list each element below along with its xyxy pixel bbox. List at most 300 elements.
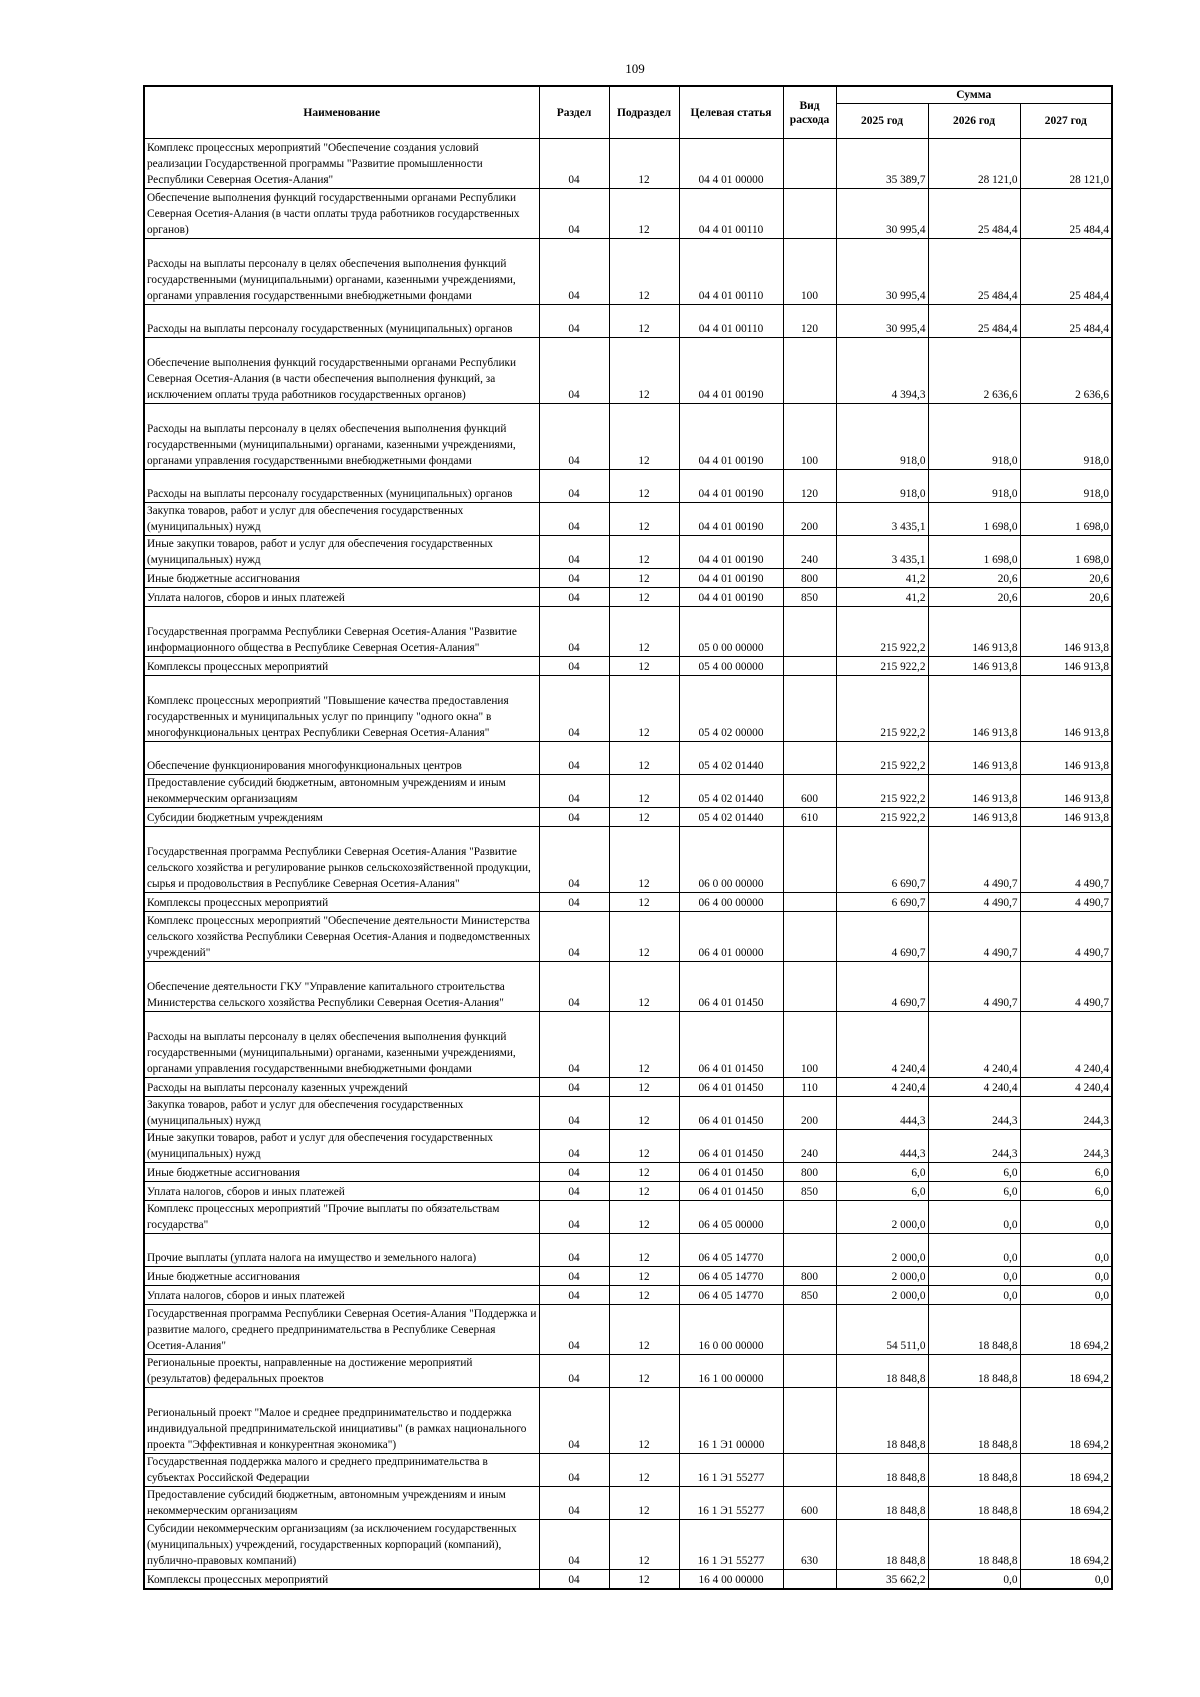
- row-celevaya-statya: 04 4 01 00110: [679, 189, 783, 239]
- row-celevaya-statya: 06 0 00 00000: [679, 827, 783, 893]
- row-sum-2027: 2 636,6: [1020, 338, 1112, 404]
- row-name: Расходы на выплаты персоналу государственных (муниципальных) органов: [144, 470, 539, 503]
- row-razdel: 04: [539, 1130, 609, 1163]
- row-celevaya-statya: 06 4 01 01450: [679, 1097, 783, 1130]
- row-sum-2027: 20,6: [1020, 588, 1112, 607]
- row-podrazdel: 12: [609, 404, 679, 470]
- row-vid-rashoda: 800: [783, 1163, 836, 1182]
- row-celevaya-statya: 04 4 01 00190: [679, 470, 783, 503]
- row-sum-2025: 18 848,8: [836, 1487, 928, 1520]
- row-name: Закупка товаров, работ и услуг для обеспечения государственных (муниципальных) нужд: [144, 1097, 539, 1130]
- row-vid-rashoda: 850: [783, 1286, 836, 1305]
- row-name: Государственная поддержка малого и среднего предпринимательства в субъектах Российской Федерации: [144, 1454, 539, 1487]
- row-name: Иные закупки товаров, работ и услуг для обеспечения государственных (муниципальных) нужд: [144, 1130, 539, 1163]
- row-sum-2027: 4 490,7: [1020, 893, 1112, 912]
- row-razdel: 04: [539, 607, 609, 657]
- row-sum-2027: 18 694,2: [1020, 1305, 1112, 1355]
- row-name: Расходы на выплаты персоналу в целях обеспечения выполнения функций государственными (муниципальными) органами, казенными учреждениями, органами управления государственными внебюджетными фондами: [144, 404, 539, 470]
- table-row: [144, 893, 1112, 912]
- row-podrazdel: 12: [609, 1355, 679, 1388]
- row-name: Комплексы процессных мероприятий: [144, 1570, 539, 1589]
- row-sum-2026: 6,0: [928, 1163, 1020, 1182]
- row-vid-rashoda: 100: [783, 1012, 836, 1078]
- row-celevaya-statya: 06 4 05 14770: [679, 1234, 783, 1267]
- header-podrazdel: Подраздел: [609, 86, 679, 139]
- row-sum-2027: 6,0: [1020, 1163, 1112, 1182]
- table-row: [144, 470, 1112, 503]
- row-vid-rashoda: [783, 657, 836, 676]
- table-row: [144, 808, 1112, 827]
- row-sum-2026: 18 848,8: [928, 1355, 1020, 1388]
- row-sum-2025: 444,3: [836, 1130, 928, 1163]
- row-sum-2026: 25 484,4: [928, 239, 1020, 305]
- row-razdel: 04: [539, 808, 609, 827]
- row-celevaya-statya: 04 4 01 00000: [679, 139, 783, 189]
- row-sum-2025: 215 922,2: [836, 607, 928, 657]
- row-vid-rashoda: [783, 1570, 836, 1589]
- row-sum-2027: 0,0: [1020, 1267, 1112, 1286]
- row-name: Расходы на выплаты персоналу в целях обеспечения выполнения функций государственными (муниципальными) органами, казенными учреждениями, органами управления государственными внебюджетными фондами: [144, 1012, 539, 1078]
- row-razdel: 04: [539, 189, 609, 239]
- table-row: [144, 569, 1112, 588]
- row-sum-2027: 4 490,7: [1020, 827, 1112, 893]
- table-row: [144, 1078, 1112, 1097]
- row-celevaya-statya: 06 4 01 01450: [679, 962, 783, 1012]
- row-vid-rashoda: 800: [783, 569, 836, 588]
- row-sum-2027: 146 913,8: [1020, 742, 1112, 775]
- table-row: [144, 657, 1112, 676]
- row-sum-2025: 41,2: [836, 588, 928, 607]
- row-celevaya-statya: 06 4 01 01450: [679, 1130, 783, 1163]
- row-vid-rashoda: 610: [783, 808, 836, 827]
- row-celevaya-statya: 16 1 Э1 55277: [679, 1520, 783, 1570]
- row-celevaya-statya: 05 0 00 00000: [679, 607, 783, 657]
- table-row: [144, 1355, 1112, 1388]
- row-sum-2025: 215 922,2: [836, 775, 928, 808]
- row-podrazdel: 12: [609, 1570, 679, 1589]
- row-podrazdel: 12: [609, 470, 679, 503]
- row-sum-2026: 20,6: [928, 569, 1020, 588]
- row-razdel: 04: [539, 1078, 609, 1097]
- row-name: Иные закупки товаров, работ и услуг для обеспечения государственных (муниципальных) нужд: [144, 536, 539, 569]
- row-sum-2025: 4 240,4: [836, 1078, 928, 1097]
- row-razdel: 04: [539, 1097, 609, 1130]
- row-celevaya-statya: 06 4 00 00000: [679, 893, 783, 912]
- row-podrazdel: 12: [609, 1130, 679, 1163]
- row-name: Уплата налогов, сборов и иных платежей: [144, 1182, 539, 1201]
- row-sum-2027: 18 694,2: [1020, 1487, 1112, 1520]
- table-row: [144, 827, 1112, 893]
- row-sum-2025: 4 690,7: [836, 962, 928, 1012]
- table-row: [144, 404, 1112, 470]
- row-sum-2025: 30 995,4: [836, 305, 928, 338]
- row-sum-2027: 146 913,8: [1020, 657, 1112, 676]
- row-podrazdel: 12: [609, 1234, 679, 1267]
- row-sum-2025: 30 995,4: [836, 189, 928, 239]
- row-vid-rashoda: [783, 827, 836, 893]
- table-row: [144, 1201, 1112, 1234]
- row-celevaya-statya: 05 4 02 01440: [679, 775, 783, 808]
- row-sum-2027: 20,6: [1020, 569, 1112, 588]
- row-sum-2027: 146 913,8: [1020, 607, 1112, 657]
- row-sum-2026: 146 913,8: [928, 775, 1020, 808]
- row-sum-2025: 18 848,8: [836, 1520, 928, 1570]
- row-sum-2026: 18 848,8: [928, 1487, 1020, 1520]
- row-sum-2026: 146 913,8: [928, 808, 1020, 827]
- header-summa: Сумма: [836, 86, 1112, 104]
- table-row: [144, 305, 1112, 338]
- row-vid-rashoda: 240: [783, 1130, 836, 1163]
- row-vid-rashoda: 100: [783, 239, 836, 305]
- row-vid-rashoda: 630: [783, 1520, 836, 1570]
- row-name: Расходы на выплаты персоналу государственных (муниципальных) органов: [144, 305, 539, 338]
- row-sum-2026: 244,3: [928, 1097, 1020, 1130]
- row-sum-2025: 41,2: [836, 569, 928, 588]
- row-sum-2026: 4 490,7: [928, 893, 1020, 912]
- row-razdel: 04: [539, 1454, 609, 1487]
- row-podrazdel: 12: [609, 775, 679, 808]
- table-row: [144, 1097, 1112, 1130]
- row-podrazdel: 12: [609, 1520, 679, 1570]
- row-sum-2026: 18 848,8: [928, 1454, 1020, 1487]
- budget-table: [143, 85, 1113, 1590]
- row-razdel: 04: [539, 305, 609, 338]
- row-vid-rashoda: 800: [783, 1267, 836, 1286]
- row-vid-rashoda: [783, 1355, 836, 1388]
- row-celevaya-statya: 06 4 01 01450: [679, 1012, 783, 1078]
- row-vid-rashoda: [783, 1234, 836, 1267]
- table-row: [144, 139, 1112, 189]
- table-row: [144, 338, 1112, 404]
- row-razdel: 04: [539, 1520, 609, 1570]
- row-vid-rashoda: [783, 676, 836, 742]
- row-sum-2027: 4 490,7: [1020, 912, 1112, 962]
- row-name: Предоставление субсидий бюджетным, автономным учреждениям и иным некоммерческим организациям: [144, 775, 539, 808]
- row-sum-2025: 54 511,0: [836, 1305, 928, 1355]
- row-celevaya-statya: 06 4 01 01450: [679, 1163, 783, 1182]
- row-podrazdel: 12: [609, 1487, 679, 1520]
- row-podrazdel: 12: [609, 503, 679, 536]
- row-sum-2027: 146 913,8: [1020, 775, 1112, 808]
- header-name: Наименование: [144, 86, 539, 139]
- row-razdel: 04: [539, 1012, 609, 1078]
- row-sum-2025: 2 000,0: [836, 1286, 928, 1305]
- row-sum-2027: 4 490,7: [1020, 962, 1112, 1012]
- table-row: [144, 239, 1112, 305]
- row-razdel: 04: [539, 676, 609, 742]
- row-podrazdel: 12: [609, 1305, 679, 1355]
- row-vid-rashoda: 120: [783, 470, 836, 503]
- row-sum-2026: 0,0: [928, 1201, 1020, 1234]
- row-celevaya-statya: 06 4 01 01450: [679, 1078, 783, 1097]
- row-sum-2027: 0,0: [1020, 1234, 1112, 1267]
- row-name: Комплексы процессных мероприятий: [144, 657, 539, 676]
- row-celevaya-statya: 04 4 01 00190: [679, 338, 783, 404]
- row-sum-2025: 3 435,1: [836, 503, 928, 536]
- row-podrazdel: 12: [609, 742, 679, 775]
- row-sum-2026: 6,0: [928, 1182, 1020, 1201]
- row-podrazdel: 12: [609, 1012, 679, 1078]
- row-vid-rashoda: 200: [783, 1097, 836, 1130]
- row-name: Расходы на выплаты персоналу казенных учреждений: [144, 1078, 539, 1097]
- row-razdel: 04: [539, 470, 609, 503]
- row-name: Региональные проекты, направленные на достижение мероприятий (результатов) федеральных проектов: [144, 1355, 539, 1388]
- row-sum-2026: 0,0: [928, 1267, 1020, 1286]
- row-name: Комплекс процессных мероприятий "Повышение качества предоставления государственных и муниципальных услуг по принципу "одного окна" в многофункциональных центрах Республики Северная Осетия-Алания": [144, 676, 539, 742]
- row-razdel: 04: [539, 1305, 609, 1355]
- row-celevaya-statya: 06 4 01 00000: [679, 912, 783, 962]
- row-sum-2025: 444,3: [836, 1097, 928, 1130]
- row-name: Государственная программа Республики Северная Осетия-Алания "Развитие сельского хозяйства и регулирование рынков сельскохозяйственной продукции, сырья и продовольствия в Республике Северная Осетия-Алания": [144, 827, 539, 893]
- row-celevaya-statya: 04 4 01 00190: [679, 404, 783, 470]
- row-podrazdel: 12: [609, 1078, 679, 1097]
- row-vid-rashoda: 120: [783, 305, 836, 338]
- table-row: [144, 1487, 1112, 1520]
- row-celevaya-statya: 04 4 01 00110: [679, 305, 783, 338]
- row-sum-2026: 25 484,4: [928, 305, 1020, 338]
- table-row: [144, 1267, 1112, 1286]
- row-podrazdel: 12: [609, 569, 679, 588]
- row-name: Иные бюджетные ассигнования: [144, 1267, 539, 1286]
- row-sum-2027: 244,3: [1020, 1097, 1112, 1130]
- row-sum-2025: 2 000,0: [836, 1234, 928, 1267]
- row-celevaya-statya: 16 1 Э1 00000: [679, 1388, 783, 1454]
- page-number: 109: [625, 61, 645, 76]
- row-celevaya-statya: 16 1 00 00000: [679, 1355, 783, 1388]
- row-sum-2025: 30 995,4: [836, 239, 928, 305]
- row-sum-2027: 25 484,4: [1020, 305, 1112, 338]
- row-podrazdel: 12: [609, 189, 679, 239]
- row-sum-2026: 146 913,8: [928, 657, 1020, 676]
- row-celevaya-statya: 16 0 00 00000: [679, 1305, 783, 1355]
- row-sum-2027: 1 698,0: [1020, 503, 1112, 536]
- row-sum-2025: 6,0: [836, 1163, 928, 1182]
- row-sum-2027: 244,3: [1020, 1130, 1112, 1163]
- row-sum-2027: 18 694,2: [1020, 1520, 1112, 1570]
- row-name: Субсидии бюджетным учреждениям: [144, 808, 539, 827]
- header-year-2027: 2027 год: [1020, 104, 1112, 139]
- table-row: [144, 503, 1112, 536]
- row-name: Расходы на выплаты персоналу в целях обеспечения выполнения функций государственными (муниципальными) органами, казенными учреждениями, органами управления государственными внебюджетными фондами: [144, 239, 539, 305]
- row-sum-2026: 18 848,8: [928, 1388, 1020, 1454]
- row-name: Уплата налогов, сборов и иных платежей: [144, 588, 539, 607]
- row-sum-2025: 2 000,0: [836, 1267, 928, 1286]
- row-podrazdel: 12: [609, 657, 679, 676]
- table-row: [144, 1286, 1112, 1305]
- row-sum-2027: 918,0: [1020, 470, 1112, 503]
- row-razdel: 04: [539, 1286, 609, 1305]
- row-name: Комплекс процессных мероприятий "Обеспечение создания условий реализации Государственной программы "Развитие промышленности Республики Северная Осетия-Алания": [144, 139, 539, 189]
- row-podrazdel: 12: [609, 808, 679, 827]
- row-celevaya-statya: 05 4 02 01440: [679, 808, 783, 827]
- table-row: [144, 742, 1112, 775]
- row-sum-2026: 28 121,0: [928, 139, 1020, 189]
- table-row: [144, 189, 1112, 239]
- row-podrazdel: 12: [609, 1388, 679, 1454]
- row-sum-2025: 18 848,8: [836, 1388, 928, 1454]
- table-row: [144, 1130, 1112, 1163]
- row-sum-2025: 4 394,3: [836, 338, 928, 404]
- row-sum-2027: 18 694,2: [1020, 1454, 1112, 1487]
- row-vid-rashoda: 240: [783, 536, 836, 569]
- row-vid-rashoda: 100: [783, 404, 836, 470]
- table-row: [144, 607, 1112, 657]
- row-sum-2025: 918,0: [836, 470, 928, 503]
- row-podrazdel: 12: [609, 1454, 679, 1487]
- row-razdel: 04: [539, 1487, 609, 1520]
- row-podrazdel: 12: [609, 588, 679, 607]
- row-celevaya-statya: 05 4 02 01440: [679, 742, 783, 775]
- row-razdel: 04: [539, 139, 609, 189]
- row-sum-2026: 4 490,7: [928, 912, 1020, 962]
- row-razdel: 04: [539, 588, 609, 607]
- row-sum-2025: 3 435,1: [836, 536, 928, 569]
- row-name: Обеспечение функционирования многофункциональных центров: [144, 742, 539, 775]
- row-sum-2026: 4 490,7: [928, 962, 1020, 1012]
- row-name: Комплексы процессных мероприятий: [144, 893, 539, 912]
- row-razdel: 04: [539, 1201, 609, 1234]
- header-vid: Вид расхода: [783, 86, 836, 139]
- row-name: Уплата налогов, сборов и иных платежей: [144, 1286, 539, 1305]
- table-row: [144, 962, 1112, 1012]
- table-body: [144, 139, 1112, 1589]
- row-vid-rashoda: [783, 1454, 836, 1487]
- row-sum-2026: 244,3: [928, 1130, 1020, 1163]
- row-name: Иные бюджетные ассигнования: [144, 569, 539, 588]
- row-sum-2027: 18 694,2: [1020, 1388, 1112, 1454]
- header-razdel: Раздел: [539, 86, 609, 139]
- row-sum-2025: 215 922,2: [836, 742, 928, 775]
- row-sum-2026: 18 848,8: [928, 1520, 1020, 1570]
- row-name: Иные бюджетные ассигнования: [144, 1163, 539, 1182]
- row-sum-2025: 918,0: [836, 404, 928, 470]
- row-razdel: 04: [539, 775, 609, 808]
- row-vid-rashoda: [783, 1305, 836, 1355]
- row-sum-2026: 18 848,8: [928, 1305, 1020, 1355]
- row-sum-2026: 20,6: [928, 588, 1020, 607]
- row-podrazdel: 12: [609, 607, 679, 657]
- row-name: Предоставление субсидий бюджетным, автономным учреждениям и иным некоммерческим организациям: [144, 1487, 539, 1520]
- row-podrazdel: 12: [609, 536, 679, 569]
- row-sum-2025: 6 690,7: [836, 893, 928, 912]
- row-celevaya-statya: 05 4 00 00000: [679, 657, 783, 676]
- row-sum-2026: 0,0: [928, 1286, 1020, 1305]
- row-sum-2027: 146 913,8: [1020, 808, 1112, 827]
- table-row: [144, 1570, 1112, 1589]
- row-razdel: 04: [539, 912, 609, 962]
- row-podrazdel: 12: [609, 1286, 679, 1305]
- row-podrazdel: 12: [609, 139, 679, 189]
- header-year-2026: 2026 год: [928, 104, 1020, 139]
- row-vid-rashoda: [783, 338, 836, 404]
- row-razdel: 04: [539, 239, 609, 305]
- row-vid-rashoda: 200: [783, 503, 836, 536]
- row-sum-2027: 28 121,0: [1020, 139, 1112, 189]
- row-vid-rashoda: 600: [783, 775, 836, 808]
- row-celevaya-statya: 16 1 Э1 55277: [679, 1487, 783, 1520]
- row-name: Обеспечение выполнения функций государственными органами Республики Северная Осетия-Алания (в части обеспечения выполнения функций, за исключением оплаты труда работников государственных органов): [144, 338, 539, 404]
- row-vid-rashoda: 600: [783, 1487, 836, 1520]
- row-vid-rashoda: [783, 1201, 836, 1234]
- row-sum-2025: 215 922,2: [836, 676, 928, 742]
- row-name: Субсидии некоммерческим организациям (за исключением государственных (муниципальных) учреждений, государственных корпораций (компаний), публично-правовых компаний): [144, 1520, 539, 1570]
- row-razdel: 04: [539, 1234, 609, 1267]
- row-sum-2025: 35 389,7: [836, 139, 928, 189]
- row-celevaya-statya: 05 4 02 00000: [679, 676, 783, 742]
- table-row: [144, 1520, 1112, 1570]
- row-sum-2025: 215 922,2: [836, 657, 928, 676]
- row-razdel: 04: [539, 338, 609, 404]
- row-celevaya-statya: 04 4 01 00190: [679, 503, 783, 536]
- table-row: [144, 676, 1112, 742]
- row-sum-2027: 18 694,2: [1020, 1355, 1112, 1388]
- row-razdel: 04: [539, 404, 609, 470]
- row-sum-2025: 6 690,7: [836, 827, 928, 893]
- table-row: [144, 1305, 1112, 1355]
- row-sum-2026: 918,0: [928, 470, 1020, 503]
- row-name: Обеспечение деятельности ГКУ "Управление капитального строительства Министерства сельского хозяйства Республики Северная Осетия-Алания": [144, 962, 539, 1012]
- row-vid-rashoda: [783, 912, 836, 962]
- row-name: Государственная программа Республики Северная Осетия-Алания "Поддержка и развитие малого, среднего предпринимательства в Республике Северная Осетия-Алания": [144, 1305, 539, 1355]
- row-sum-2026: 146 913,8: [928, 742, 1020, 775]
- row-razdel: 04: [539, 1267, 609, 1286]
- row-podrazdel: 12: [609, 962, 679, 1012]
- row-razdel: 04: [539, 893, 609, 912]
- row-celevaya-statya: 04 4 01 00190: [679, 536, 783, 569]
- row-sum-2026: 4 490,7: [928, 827, 1020, 893]
- row-podrazdel: 12: [609, 676, 679, 742]
- row-sum-2026: 4 240,4: [928, 1078, 1020, 1097]
- row-name: Государственная программа Республики Северная Осетия-Алания "Развитие информационного общества в Республике Северная Осетия-Алания": [144, 607, 539, 657]
- table-row: [144, 588, 1112, 607]
- row-sum-2025: 18 848,8: [836, 1355, 928, 1388]
- row-sum-2025: 2 000,0: [836, 1201, 928, 1234]
- row-celevaya-statya: 06 4 05 14770: [679, 1267, 783, 1286]
- row-razdel: 04: [539, 827, 609, 893]
- row-sum-2025: 18 848,8: [836, 1454, 928, 1487]
- row-razdel: 04: [539, 1388, 609, 1454]
- row-name: Региональный проект "Малое и среднее предпринимательство и поддержка индивидуальной предпринимательской инициативы" (в рамках национального проекта "Эффективная и конкурентная экономика"): [144, 1388, 539, 1454]
- row-razdel: 04: [539, 1355, 609, 1388]
- row-sum-2025: 4 690,7: [836, 912, 928, 962]
- table-row: [144, 536, 1112, 569]
- row-vid-rashoda: [783, 893, 836, 912]
- row-celevaya-statya: 06 4 05 14770: [679, 1286, 783, 1305]
- row-podrazdel: 12: [609, 912, 679, 962]
- row-sum-2026: 0,0: [928, 1234, 1020, 1267]
- row-sum-2026: 2 636,6: [928, 338, 1020, 404]
- row-name: Закупка товаров, работ и услуг для обеспечения государственных (муниципальных) нужд: [144, 503, 539, 536]
- row-sum-2026: 146 913,8: [928, 607, 1020, 657]
- row-celevaya-statya: 06 4 05 00000: [679, 1201, 783, 1234]
- row-sum-2027: 25 484,4: [1020, 239, 1112, 305]
- row-razdel: 04: [539, 657, 609, 676]
- row-sum-2026: 1 698,0: [928, 503, 1020, 536]
- table-row: [144, 912, 1112, 962]
- row-podrazdel: 12: [609, 1163, 679, 1182]
- row-podrazdel: 12: [609, 893, 679, 912]
- header-year-2025: 2025 год: [836, 104, 928, 139]
- row-podrazdel: 12: [609, 1097, 679, 1130]
- row-sum-2027: 4 240,4: [1020, 1078, 1112, 1097]
- row-celevaya-statya: 04 4 01 00110: [679, 239, 783, 305]
- row-sum-2025: 35 662,2: [836, 1570, 928, 1589]
- row-razdel: 04: [539, 1570, 609, 1589]
- row-vid-rashoda: [783, 607, 836, 657]
- row-vid-rashoda: [783, 139, 836, 189]
- row-sum-2026: 25 484,4: [928, 189, 1020, 239]
- row-razdel: 04: [539, 536, 609, 569]
